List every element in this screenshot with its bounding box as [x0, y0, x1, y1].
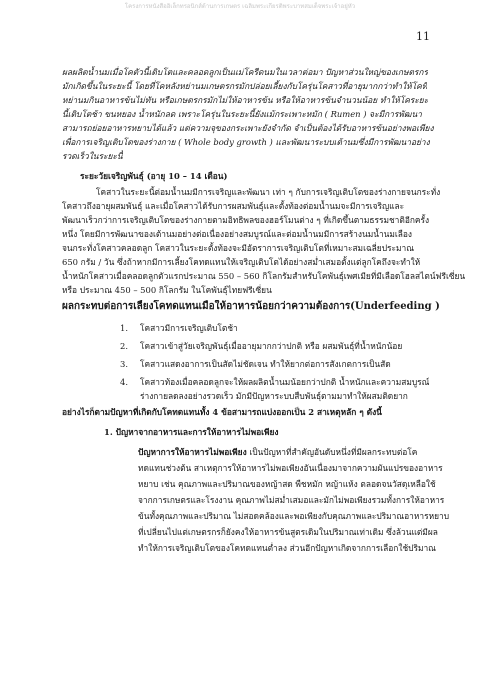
list-item-2-number: 2. — [120, 341, 128, 351]
paragraph2-line-2: โคสาวถึงอายุผสมพันธุ์ และเมื่อโคสาวได้รับการผสมพันธุ์และตั้งท้องต่อมน้ำนมจะมีการเจริญและ — [62, 201, 405, 211]
paragraph2-line-8: หรือ ประมาณ 450 – 500 กิโลกรัม ในโคพันธุ์ไทยฟรีเซี่ยน — [62, 285, 272, 295]
breeding-age-heading: ระยะวัยเจริญพันธุ์ (อายุ 10 – 14 เดือน) — [80, 171, 228, 181]
cause1-para-line-4: จากการเกษตรและโรงงาน คุณภาพไม่สม่ำเสมอและมักไม่พอเพียงรวมทั้งการให้อาหาร — [138, 495, 445, 505]
cause1-para-line-2: ทดแทนช่วงต้น สาเหตุการให้อาหารไม่พอเพียงอันเนื่องมาจากความผันแปรของอาหาร — [138, 463, 443, 473]
list-item-2-text: โคสาวเข้าสู่วัยเจริญพันธุ์เมื่ออายุมากกว่าปกติ หรือ ผสมพันธุ์ที่น้ำหนักน้อย — [140, 341, 403, 351]
list-item-4-number: 4. — [120, 377, 128, 387]
list-item-3-number: 3. — [120, 359, 128, 369]
header-watermark: โครงการหนังสืออิเล็กทรอนิกส์ด้านการเกษตร เฉลิมพระเกียรติพระบาทสมเด็จพระเจ้าอยู่หัว — [124, 3, 356, 10]
paragraph1-line-7: รวดเร็วในระยะนี้ — [62, 151, 123, 161]
list-item-3-text: โคสาวแสดงอาการเป็นสัดไม่ชัดเจน ทำให้ยากต่อการสังเกตการเป็นสัด — [140, 359, 391, 369]
causes-heading: อย่างไรก็ตามปัญหาที่เกิดกับโคทดแทนทั้ง 4 ข้อสามารถแบ่งออกเป็น 2 สาเหตุหลัก ๆ ดังนี้ — [62, 407, 382, 417]
paragraph1-line-6: เพื่อการเจริญเติบโตของร่างกาย ( Whole body growth ) และพัฒนาระบบเต้านมซึ่งมีการพัฒนาอย่าง — [62, 137, 430, 147]
paragraph2-line-3: พัฒนาเร็วกว่าการเจริญเติบโตของร่างกายตามอิทธิพลของฮอร์โมนต่าง ๆ ที่เกิดขึ้นตามธรรมชาติอีกครั้ง — [62, 215, 430, 225]
list-item-4-text-line-1: โคสาวท้องเมื่อคลอดลูกจะให้ผลผลิตน้ำนมน้อยกว่าปกติ น้ำหนักและความสมบูรณ์ — [140, 377, 430, 387]
cause1-para-line-1 — [138, 446, 417, 458]
paragraph2-line-4: หนึ่ง โดยมีการพัฒนาของเต้านมอย่างต่อเนื่องอย่างสมบูรณ์และต่อมน้ำนมมีการสร้างนมน้ำนมเลือง — [62, 229, 413, 239]
cause1-para-line-3: หยาบ เช่น คุณภาพและปริมาณของหญ้าสด พืชหมัก หญ้าแห้ง ตลอดจนวัสดุเหลือใช้ — [138, 479, 436, 489]
paragraph1-line-5: สามารถย่อยอาหารหยาบได้แล้ว แต่ความจุของกระเพาะยังจำกัด จำเป็นต้องได้รับอาหารข้นอย่างพอเพียง — [62, 123, 434, 133]
cause1-para-line-5: ข้นทั้งคุณภาพและปริมาณ ไม่สอดคล้องและพอเพียงกับคุณภาพและปริมาณอาหารหยาบ — [138, 511, 450, 521]
paragraph2-line-6: 650 กรัม / วัน ซึ่งถ้าหากมีการเลี้ยงโคทดแทนให้เจริญเติบโตได้อย่างสม่ำเสมอตั้งแต่ลูกโคถึงจะทำให้ — [62, 257, 421, 267]
section-heading-underfeeding: ผลกระทบต่อการเลี้ยงโคทดแทนเมื่อให้อาหารน้อยกว่าความต้องการ(Underfeeding ) — [62, 301, 440, 312]
paragraph2-line-1: โคสาวในระยะนี้ต่อมน้ำนมมีการเจริญและพัฒนา เท่า ๆ กับการเจริญเติบโตของร่างกายจนกระทั่ง — [96, 187, 441, 197]
cause1-para-lead-bold: ปัญหาการให้อาหารไม่พอเพียง — [138, 447, 247, 457]
paragraph1-line-4: นี้เติบโตช้า ขนหยอง น้ำหนักลด เพราะโครุ่นในระยะนี้ยังแม้กระเพาะหมัก ( Rumen ) จะมีการพัฒนา — [62, 109, 422, 119]
paragraph2-line-5: จนกระทั่งโคสาวคลอดลูก โคสาวในระยะตั้งท้องจะมีอัตราการเจริญเติบโตที่เหมาะสมเฉลี่ยประมาณ — [62, 243, 414, 253]
cause1-para-line-6: ที่เปลี่ยนไปแต่เกษตรกรก็ยังคงให้อาหารข้นสูตรเดิมในปริมาณเท่าเดิม ซึ่งล้วนแต่มีผล — [138, 527, 438, 537]
list-item-1-number: 1. — [120, 323, 128, 333]
cause1-heading: 1. ปัญหาจากอาหารและการให้อาหารไม่พอเพียง — [104, 427, 279, 437]
paragraph1-line-2: มักเกิดขึ้นในระยะนี้ โดยที่โคหลังหย่านมเกษตรกรมักปล่อยเลี้ยงกับโครุ่นโคสาวที่อายุมากกว่าทำให้โคที่ — [62, 81, 428, 91]
paragraph2-line-7: น้ำหนักโคสาวเมื่อคลอดลูกตัวแรกประมาณ 550 – 560 กิโลกรัมสำหรับโคพันธุ์เพศเมียที่มีเลือดโฮลสไตน์ฟรีเซี่ยน — [62, 271, 466, 281]
paragraph1-line-1: ผลผลิตน้ำนมเมื่อโคตัวนี้เติบโตและคลอดลูกเป็นแม่โครีดนมในเวลาต่อมา ปัญหาส่วนใหญ่ของเกษตรกร — [62, 67, 429, 77]
cause1-para-line-7: ทำให้การเจริญเติบโตของโคทดแทนต่ำลง ส่วนอีกปัญหาเกิดจากการเลือกใช้ปริมาณ — [138, 543, 436, 553]
paragraph1-line-3: หย่านมกินอาหารข้นไม่ทัน หรือเกษตรกรมักไม่ให้อาหารข้น หรือให้อาหารข้นจำนวนน้อย ทำให้โคระยะ — [62, 95, 429, 105]
list-item-4-text-line-2: ร่างกายลดลงอย่างรวดเร็ว มักมีปัญหาระบบสืบพันธุ์ตามมาทำให้ผสมติดยาก — [140, 391, 408, 401]
page-number: 11 — [416, 30, 430, 43]
list-item-1-text: โคสาวมีการเจริญเติบโตช้า — [140, 323, 238, 333]
cause1-para-lead-rest: เป็นปัญหาที่สำคัญอันดับหนึ่งที่มีผลกระทบต่อโค — [246, 447, 418, 457]
